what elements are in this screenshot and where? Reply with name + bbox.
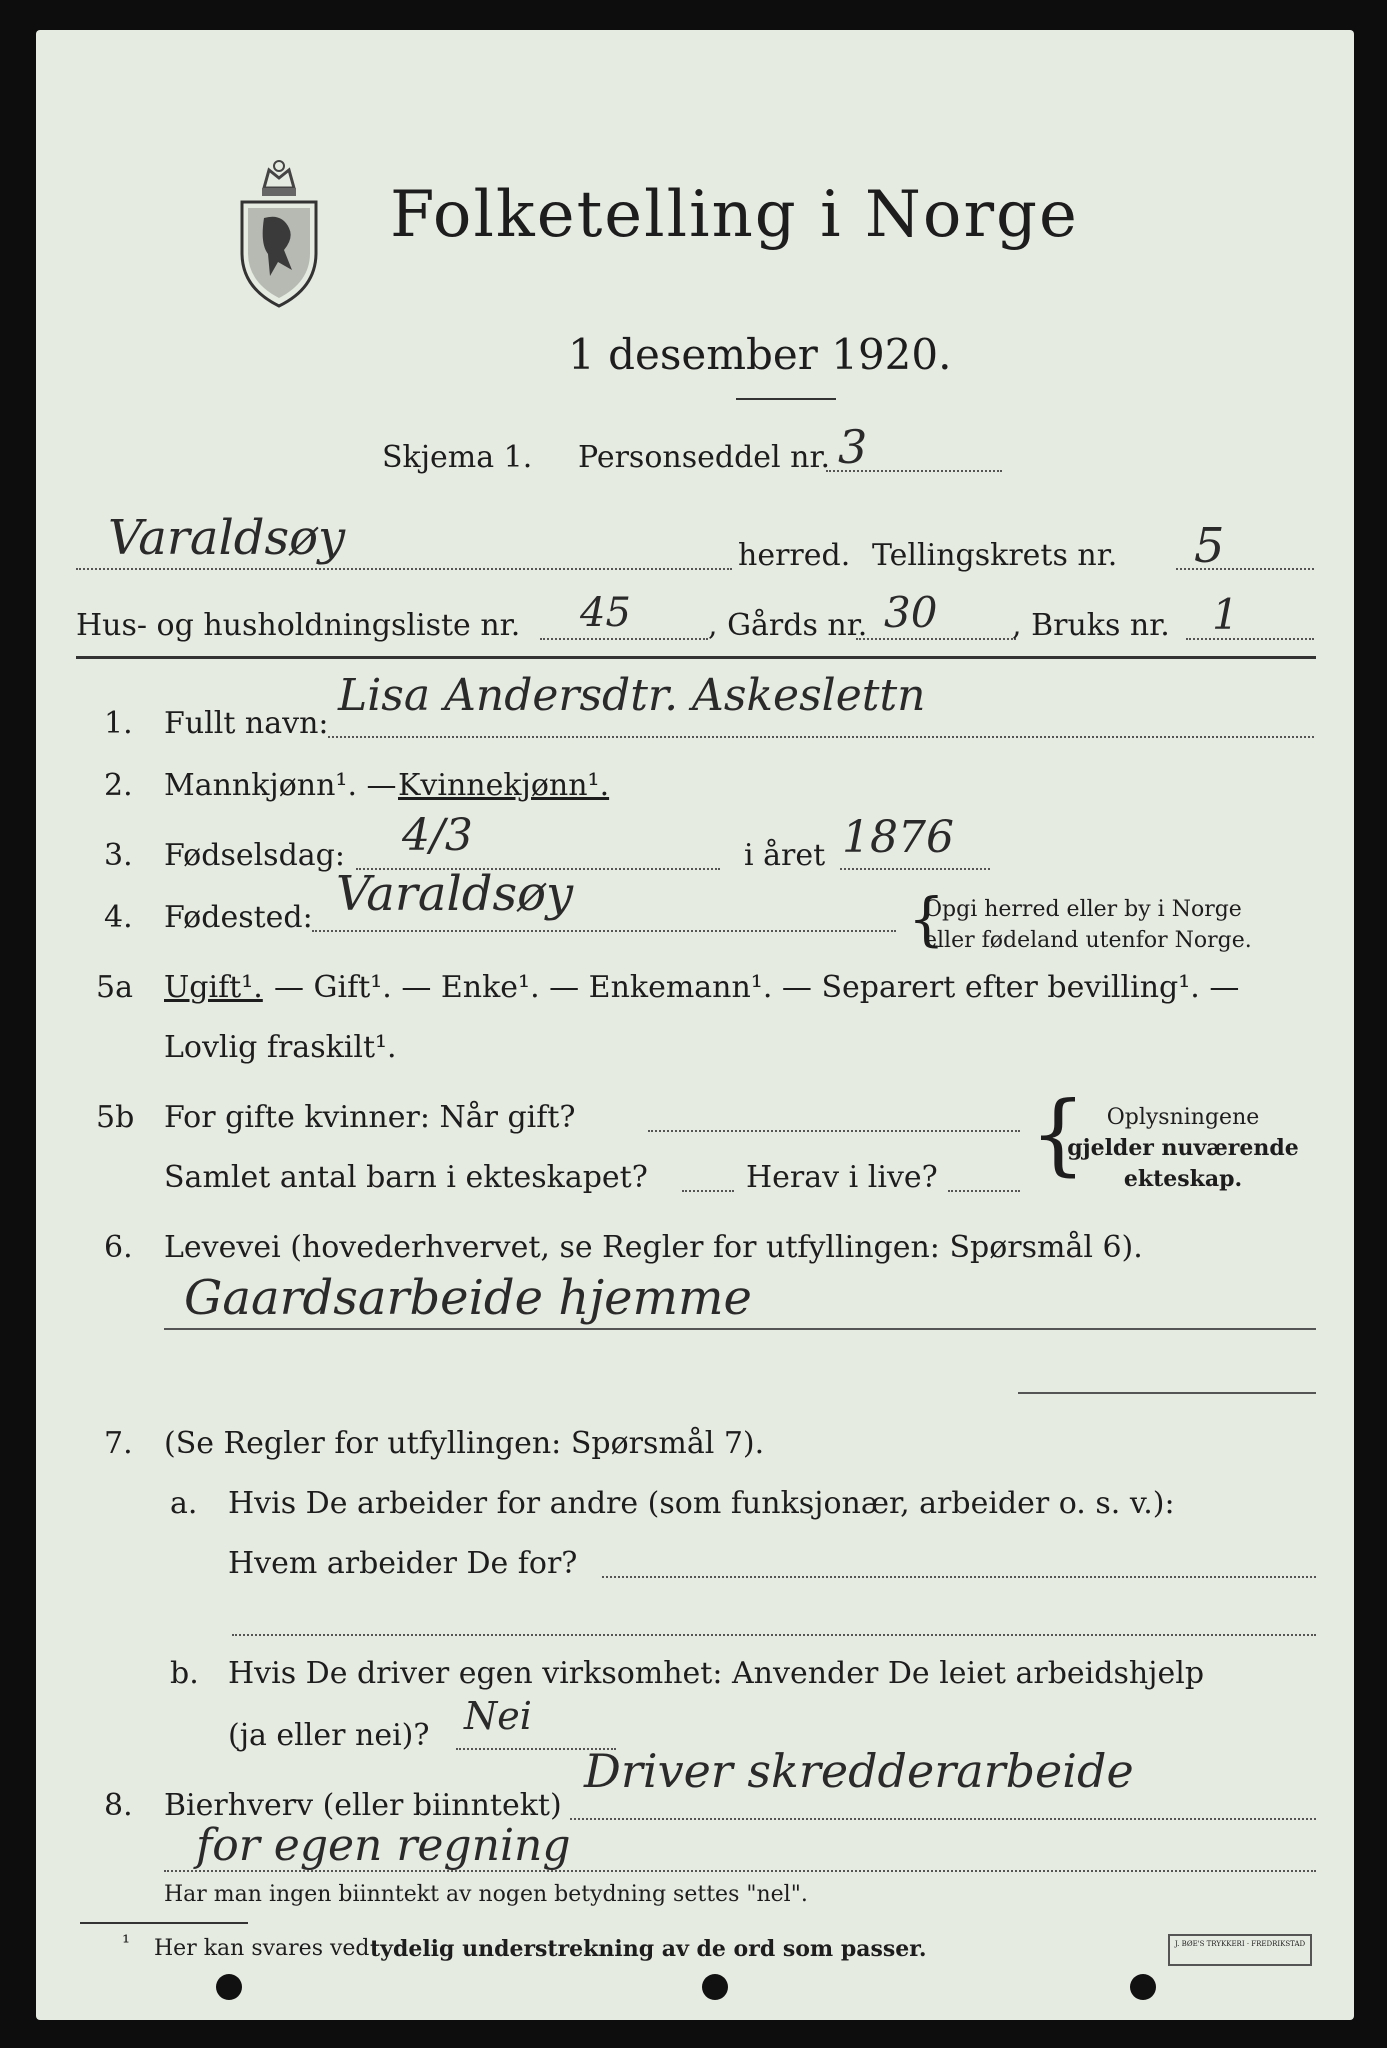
herred-label: herred. xyxy=(738,538,851,573)
q7b-line1: Hvis De driver egen virksomhet: Anvender De leiet arbeidshjelp xyxy=(228,1656,1205,1691)
q5b-married-field[interactable] xyxy=(648,1130,1020,1132)
punch-hole-center xyxy=(702,1974,728,2000)
q5b-children-label: Samlet antal barn i ekteskapet? xyxy=(164,1160,648,1195)
q3-label: Fødselsdag: xyxy=(164,838,345,873)
q8-label: Bierhverv (eller biinntekt) xyxy=(164,1788,562,1823)
q3-year-value: 1876 xyxy=(842,812,954,863)
header-divider xyxy=(76,656,1316,659)
q1-number: 1. xyxy=(104,706,133,741)
printer-stamp-text: J. BØE'S TRYKKERI · FREDRIKSTAD xyxy=(1174,1940,1306,1948)
q5b-note-line1: Oplysningene xyxy=(1106,1105,1260,1130)
footnote-text-a: Her kan svares ved xyxy=(154,1936,370,1961)
personseddel-label: Personseddel nr. xyxy=(578,440,831,475)
q5b-children-field[interactable] xyxy=(682,1190,734,1192)
q1-field[interactable] xyxy=(328,736,1314,738)
q8-field-1[interactable] xyxy=(570,1818,1316,1820)
q3-year-label: i året xyxy=(744,838,826,873)
gards-value: 30 xyxy=(884,588,938,637)
q6-field-2[interactable] xyxy=(1018,1392,1316,1394)
q7a-field-1[interactable] xyxy=(602,1576,1316,1578)
hus-field[interactable] xyxy=(540,638,708,640)
q4-note-brace: { xyxy=(908,885,945,953)
footnote-text-b: tydelig understrekning av de ord som passer. xyxy=(370,1936,927,1962)
footnote-mark: ¹ xyxy=(122,1930,131,1954)
q7b-line2: (ja eller nei)? xyxy=(228,1718,430,1753)
q5b-note-line2: gjelder nuværende xyxy=(1067,1135,1299,1161)
q1-label: Fullt navn: xyxy=(164,706,329,741)
tellingskrets-label: Tellingskrets nr. xyxy=(872,538,1118,573)
punch-hole-left xyxy=(216,1974,242,2000)
q5b-line1: For gifte kvinner: Når gift? xyxy=(164,1100,576,1135)
q4-number: 4. xyxy=(104,900,133,935)
q4-note-line2: eller fødeland utenfor Norge. xyxy=(924,928,1252,953)
q2-male: Mannkjønn¹. — xyxy=(164,768,397,803)
title-divider xyxy=(736,398,836,400)
census-form-sheet xyxy=(36,30,1354,2020)
gards-label: , Gårds nr. xyxy=(708,608,868,643)
q6-label: Levevei (hovederhvervet, se Regler for utfyllingen: Spørsmål 6). xyxy=(164,1230,1143,1265)
q8-value-line1: Driver skredderarbeide xyxy=(584,1744,1134,1798)
q3-value: 4/3 xyxy=(402,810,473,861)
q7b-value: Nei xyxy=(464,1694,532,1738)
q4-field[interactable] xyxy=(312,930,896,932)
q2-female: Kvinnekjønn¹. xyxy=(398,768,610,803)
q5b-alive-label: Herav i live? xyxy=(746,1160,938,1195)
q5a-ugift: Ugift¹. xyxy=(164,970,263,1005)
herred-field[interactable] xyxy=(76,568,732,570)
q3-year-field[interactable] xyxy=(840,868,990,870)
q6-number: 6. xyxy=(104,1230,133,1265)
q2-number: 2. xyxy=(104,768,133,803)
q5b-alive-field[interactable] xyxy=(948,1190,1020,1192)
q5a-number: 5a xyxy=(96,970,133,1005)
q4-value: Varaldsøy xyxy=(336,866,574,922)
q5a-options: — Gift¹. — Enke¹. — Enkemann¹. — Separert efter bevilling¹. — xyxy=(274,970,1240,1005)
skjema-label: Skjema 1. xyxy=(382,440,533,475)
q3-number: 3. xyxy=(104,838,133,873)
q7a-line1: Hvis De arbeider for andre (som funksjonær, arbeider o. s. v.): xyxy=(228,1486,1175,1521)
form-title: Folketelling i Norge xyxy=(390,178,1079,252)
footnote-divider xyxy=(80,1922,248,1924)
hus-value: 45 xyxy=(580,590,631,636)
q7b-letter: b. xyxy=(170,1656,199,1691)
bruks-field[interactable] xyxy=(1186,638,1314,640)
q5a-line2: Lovlig fraskilt¹. xyxy=(164,1030,397,1065)
printer-stamp xyxy=(1168,1934,1312,1966)
q4-note xyxy=(924,894,1252,956)
q7-number: 7. xyxy=(104,1426,133,1461)
q5b-note-line3: ekteskap. xyxy=(1123,1166,1243,1192)
bruks-label: , Bruks nr. xyxy=(1012,608,1170,643)
q8-value-line2: for egen regning xyxy=(196,1820,571,1871)
q5b-note-brace: { xyxy=(1030,1082,1086,1185)
q7a-line2: Hvem arbeider De for? xyxy=(228,1546,578,1581)
q8-number: 8. xyxy=(104,1788,133,1823)
norwegian-coat-of-arms-icon xyxy=(234,158,324,308)
q1-value: Lisa Andersdtr. Askeslettn xyxy=(338,670,926,721)
form-date: 1 desember 1920. xyxy=(568,330,952,379)
q4-label: Fødested: xyxy=(164,900,313,935)
hus-label: Hus- og husholdningsliste nr. xyxy=(76,608,521,643)
q5b-note xyxy=(1058,1102,1308,1195)
herred-value: Varaldsøy xyxy=(108,510,346,566)
q7a-letter: a. xyxy=(170,1486,198,1521)
punch-hole-right xyxy=(1130,1974,1156,2000)
q5b-number: 5b xyxy=(96,1100,135,1135)
q4-note-line1: Opgi herred eller by i Norge xyxy=(924,897,1242,922)
q6-field-1[interactable] xyxy=(164,1328,1316,1330)
bruks-value: 1 xyxy=(1212,590,1239,639)
q6-value: Gaardsarbeide hjemme xyxy=(184,1270,752,1326)
q7-label: (Se Regler for utfyllingen: Spørsmål 7). xyxy=(164,1426,765,1461)
tellingskrets-value: 5 xyxy=(1194,518,1225,574)
personseddel-value: 3 xyxy=(838,420,868,474)
gards-field[interactable] xyxy=(856,638,1016,640)
q7a-field-2[interactable] xyxy=(232,1634,1316,1636)
q8-note: Har man ingen biinntekt av nogen betydning settes "nel". xyxy=(164,1882,808,1907)
